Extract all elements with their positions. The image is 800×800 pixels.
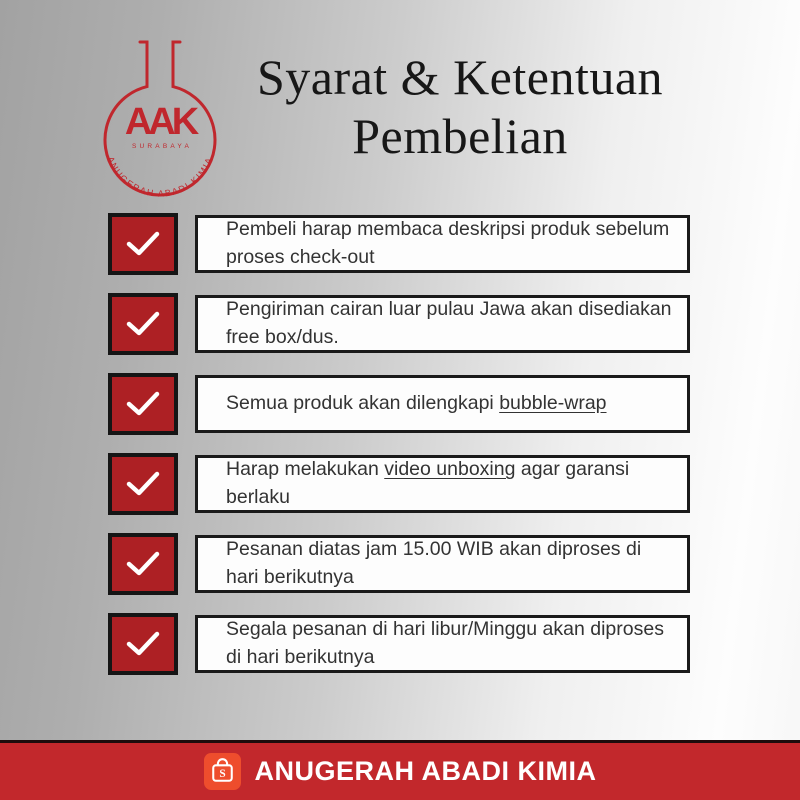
checkbox-checked (108, 613, 178, 675)
checkbox-checked (108, 453, 178, 515)
check-icon (122, 308, 164, 340)
underlined-text: bubble-wrap (499, 392, 607, 415)
checklist-text (226, 616, 673, 671)
checklist-textbox (195, 455, 690, 513)
footer-bar (0, 740, 800, 800)
checklist-textbox (195, 375, 690, 433)
checklist-row (108, 533, 690, 595)
checklist-text (226, 456, 673, 511)
checklist-row (108, 453, 690, 515)
checklist-textbox (195, 295, 690, 353)
checklist-textbox (195, 535, 690, 593)
text-segment: Harap melakukan (226, 458, 385, 481)
text-segment: Pembeli harap membaca deskripsi produk sebelum proses check-out (226, 218, 675, 268)
checkbox-checked (108, 293, 178, 355)
checklist-text (226, 216, 673, 271)
page-title (222, 48, 698, 166)
checkbox-checked (108, 533, 178, 595)
check-icon (122, 228, 164, 260)
check-icon (122, 468, 164, 500)
page-title-line2: Pembelian (352, 108, 568, 164)
checklist-text (226, 536, 673, 591)
checkbox-checked (108, 213, 178, 275)
checklist-textbox (195, 215, 690, 273)
checklist-row (108, 293, 690, 355)
logo-monogram: AAK (124, 101, 196, 143)
checklist-row (108, 213, 690, 275)
text-segment: Segala pesanan di hari libur/Minggu akan diproses di hari berikutnya (226, 618, 670, 668)
footer-brand-name: ANUGERAH ABADI KIMIA (254, 756, 597, 786)
checkbox-checked (108, 373, 178, 435)
checklist (108, 213, 690, 693)
shopee-letter: S (218, 768, 226, 781)
checklist-textbox (195, 615, 690, 673)
check-icon (122, 388, 164, 420)
text-segment: Pengiriman cairan luar pulau Jawa akan disediakan free box/dus. (226, 298, 677, 348)
shopee-bag-icon (204, 753, 241, 790)
logo-ring-text: ANUGERAH ABADI KIMIA (105, 155, 215, 199)
check-icon (122, 628, 164, 660)
text-segment: Semua produk akan dilengkapi (226, 392, 500, 415)
checklist-row (108, 373, 690, 435)
page-title-line1: Syarat & Ketentuan (256, 49, 664, 105)
checklist-text (226, 296, 677, 351)
checklist-text (226, 390, 607, 418)
company-logo (84, 36, 236, 204)
underlined-text: video unboxing (384, 458, 516, 481)
logo-city: SURABAYA (131, 143, 193, 150)
checklist-row (108, 613, 690, 675)
text-segment: agar garansi berlaku (226, 458, 635, 508)
check-icon (122, 548, 164, 580)
svg-text:ANUGERAH ABADI KIMIA (106, 155, 215, 199)
text-segment: Pesanan diatas jam 15.00 WIB akan diproses di hari berikutnya (226, 538, 647, 588)
